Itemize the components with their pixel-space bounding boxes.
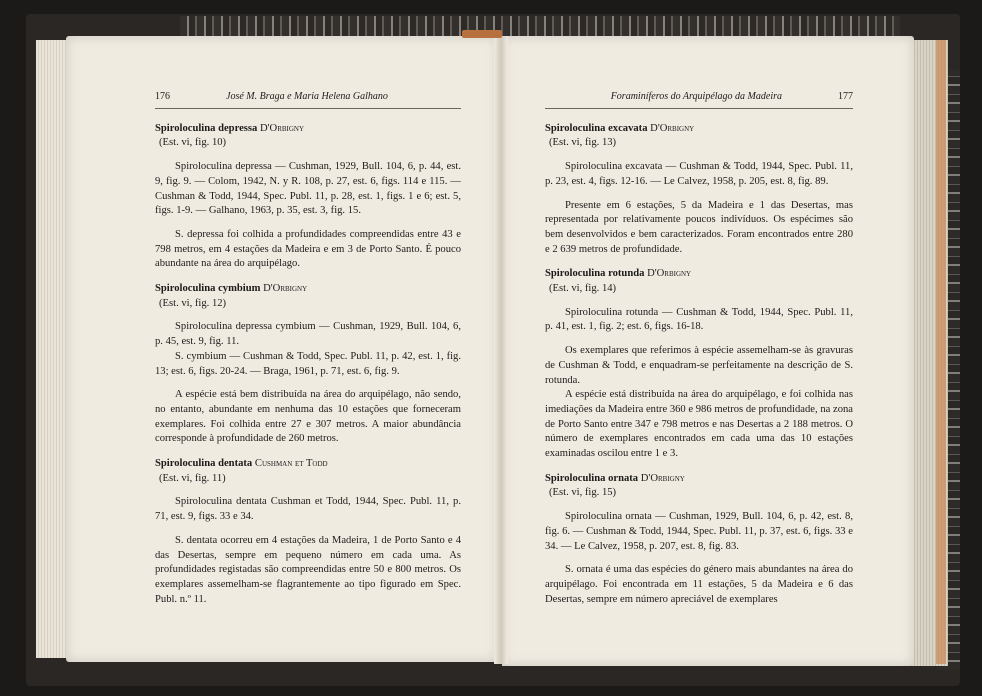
synonymy: S. cymbium — Cushman & Todd, Spec. Publ. 11, p. 42, est. 1, fig. 13; est. 6, figs. 20-24. — Braga, 1961, p. 71, est. 6, fig. 9.	[155, 350, 461, 377]
paragraph: S. depressa foi colhida a profundidades compreendidas entre 43 e 798 metros, em 4 estações da Madeira e em 3 de Porto Santo. É pouco abundante na área do arquipélago.	[155, 228, 461, 270]
bookmark-ribbon	[462, 30, 502, 38]
paragraph: A espécie está distribuída na área do arquipélago, e foi colhida nas imediações da Madeira entre 360 e 986 metros de profundidade, na zona de Porto Santo entre 347 e 798 metros e nas Desertas a 2 188 metros. O número de exemplares encontrados em cada uma das 10 estações examinadas oscilou entre 1 e 3.	[545, 389, 853, 460]
synonymy: Spiroloculina ornata — Cushman, 1929, Bull. 104, 6, p. 42, est. 8, fig. 6. — Cushman & Todd, 1944, Spec. Publ. 11, p. 37, est. 6, figs. 33 e 34. — Le Calvez, 1958, p. 207, est. 8, fig. 83.	[545, 511, 853, 552]
species-entry	[545, 472, 853, 608]
species-name: Spiroloculina rotunda	[545, 268, 645, 280]
plate-reference: (Est. vi, fig. 11)	[159, 472, 226, 484]
species-author: D'Orbigny	[647, 268, 692, 280]
paragraph: S. ornata é uma das espécies do género mais abundantes na área do arquipélago. Foi encontrada em 11 estações, 5 da Madeira e 6 das Desertas, sempre em número apreciável de exemplares	[545, 564, 853, 605]
running-head: Foraminíferos do Arquipélago da Madeira	[610, 91, 782, 102]
species-entry	[545, 122, 853, 258]
cover-marbled-top	[180, 16, 900, 38]
book-gutter	[494, 36, 508, 664]
species-author: D'Orbigny	[650, 122, 695, 134]
synonymy: Spiroloculina depressa cymbium — Cushman, 1929, Bull. 104, 6, p. 45, est. 9, fig. 11.	[155, 321, 461, 348]
species-author: D'Orbigny	[260, 122, 305, 134]
species-author: D'Orbigny	[640, 472, 685, 484]
paragraph: Presente em 6 estações, 5 da Madeira e 1 das Desertas, mas representada por relativamente poucos indivíduos. Os espécimes são bem desenvolvidos e bem caracterizados. Foram encontrados entre 280 e 2 639 metros de profundidade.	[545, 199, 853, 255]
species-name: Spiroloculina excavata	[545, 122, 648, 134]
species-name: Spiroloculina ornata	[545, 472, 639, 484]
plate-reference: (Est. vi, fig. 14)	[549, 283, 617, 295]
synonymy: Spiroloculina rotunda — Cushman & Todd, 1944, Spec. Publ. 11, p. 41, est. 1, fig. 2; est. 6, figs. 16-18.	[545, 306, 853, 333]
synonymy: Spiroloculina depressa — Cushman, 1929, Bull. 104, 6, p. 44, est. 9, fig. 9. — Colom, 1942, N. y R. 108, p. 27, est. 6, figs. 114 e 115. — Cushman & Todd, 1944, Spec. Publ. 11, p. 28, est. 1, figs. 1 e 6; est. 5, figs. 1-9. — Galhano, 1963, p. 35, est. 3, fig. 15.	[155, 161, 461, 217]
species-entry	[545, 267, 853, 461]
species-entry	[155, 282, 461, 447]
page-number: 176	[155, 91, 170, 102]
species-name: Spiroloculina cymbium	[155, 283, 261, 295]
species-entry	[155, 457, 461, 607]
right-page-header	[545, 90, 853, 109]
page-edges-left	[36, 40, 68, 658]
page-edge-tint	[936, 40, 946, 664]
species-name: Spiroloculina dentata	[155, 458, 253, 470]
species-author: Cushman et Todd	[254, 458, 328, 470]
right-text-column	[545, 90, 853, 607]
species-author: D'Orbigny	[263, 283, 308, 295]
species-name: Spiroloculina depressa	[155, 122, 258, 134]
synonymy: Spiroloculina excavata — Cushman & Todd, 1944, Spec. Publ. 11, p. 23, est. 4, figs. 12-16. — Le Calvez, 1958, p. 205, est. 8, fig. 89.	[545, 161, 853, 187]
plate-reference: (Est. vi, fig. 12)	[159, 297, 227, 309]
paragraph: A espécie está bem distribuída na área do arquipélago, não sendo, no entanto, abundante em nenhuma das 10 estações que forneceram exemplares. Foi colhida entre 27 e 307 metros. A maior abundância corresponde à profundidade de 260 metros.	[155, 389, 461, 445]
left-text-column	[155, 90, 461, 607]
species-entry	[155, 122, 461, 272]
plate-reference: (Est. vi, fig. 13)	[549, 137, 617, 149]
synonymy: Spiroloculina dentata Cushman et Todd, 1944, Spec. Publ. 11, p. 71, est. 9, figs. 33 e 34.	[155, 496, 461, 523]
running-head: José M. Braga e Maria Helena Galhano	[226, 91, 388, 102]
paragraph: Os exemplares que referimos à espécie assemelham-se às gravuras de Cushman & Todd, e enquadram-se perfeitamente na descrição de S. rotunda.	[545, 345, 853, 386]
paragraph: S. dentata ocorreu em 4 estações da Madeira, 1 de Porto Santo e 4 das Desertas, sempre em pequeno número em cada uma. As profundidades registadas são compreendidas entre 50 e 800 metros. Os exemplares assemelham-se flagrantemente ao tipo figurado em Spec. Publ. n.º 11.	[155, 534, 461, 605]
plate-reference: (Est. vi, fig. 15)	[549, 487, 617, 499]
left-page-header	[155, 90, 461, 109]
plate-reference: (Est. vi, fig. 10)	[159, 137, 227, 149]
page-number: 177	[838, 91, 853, 102]
